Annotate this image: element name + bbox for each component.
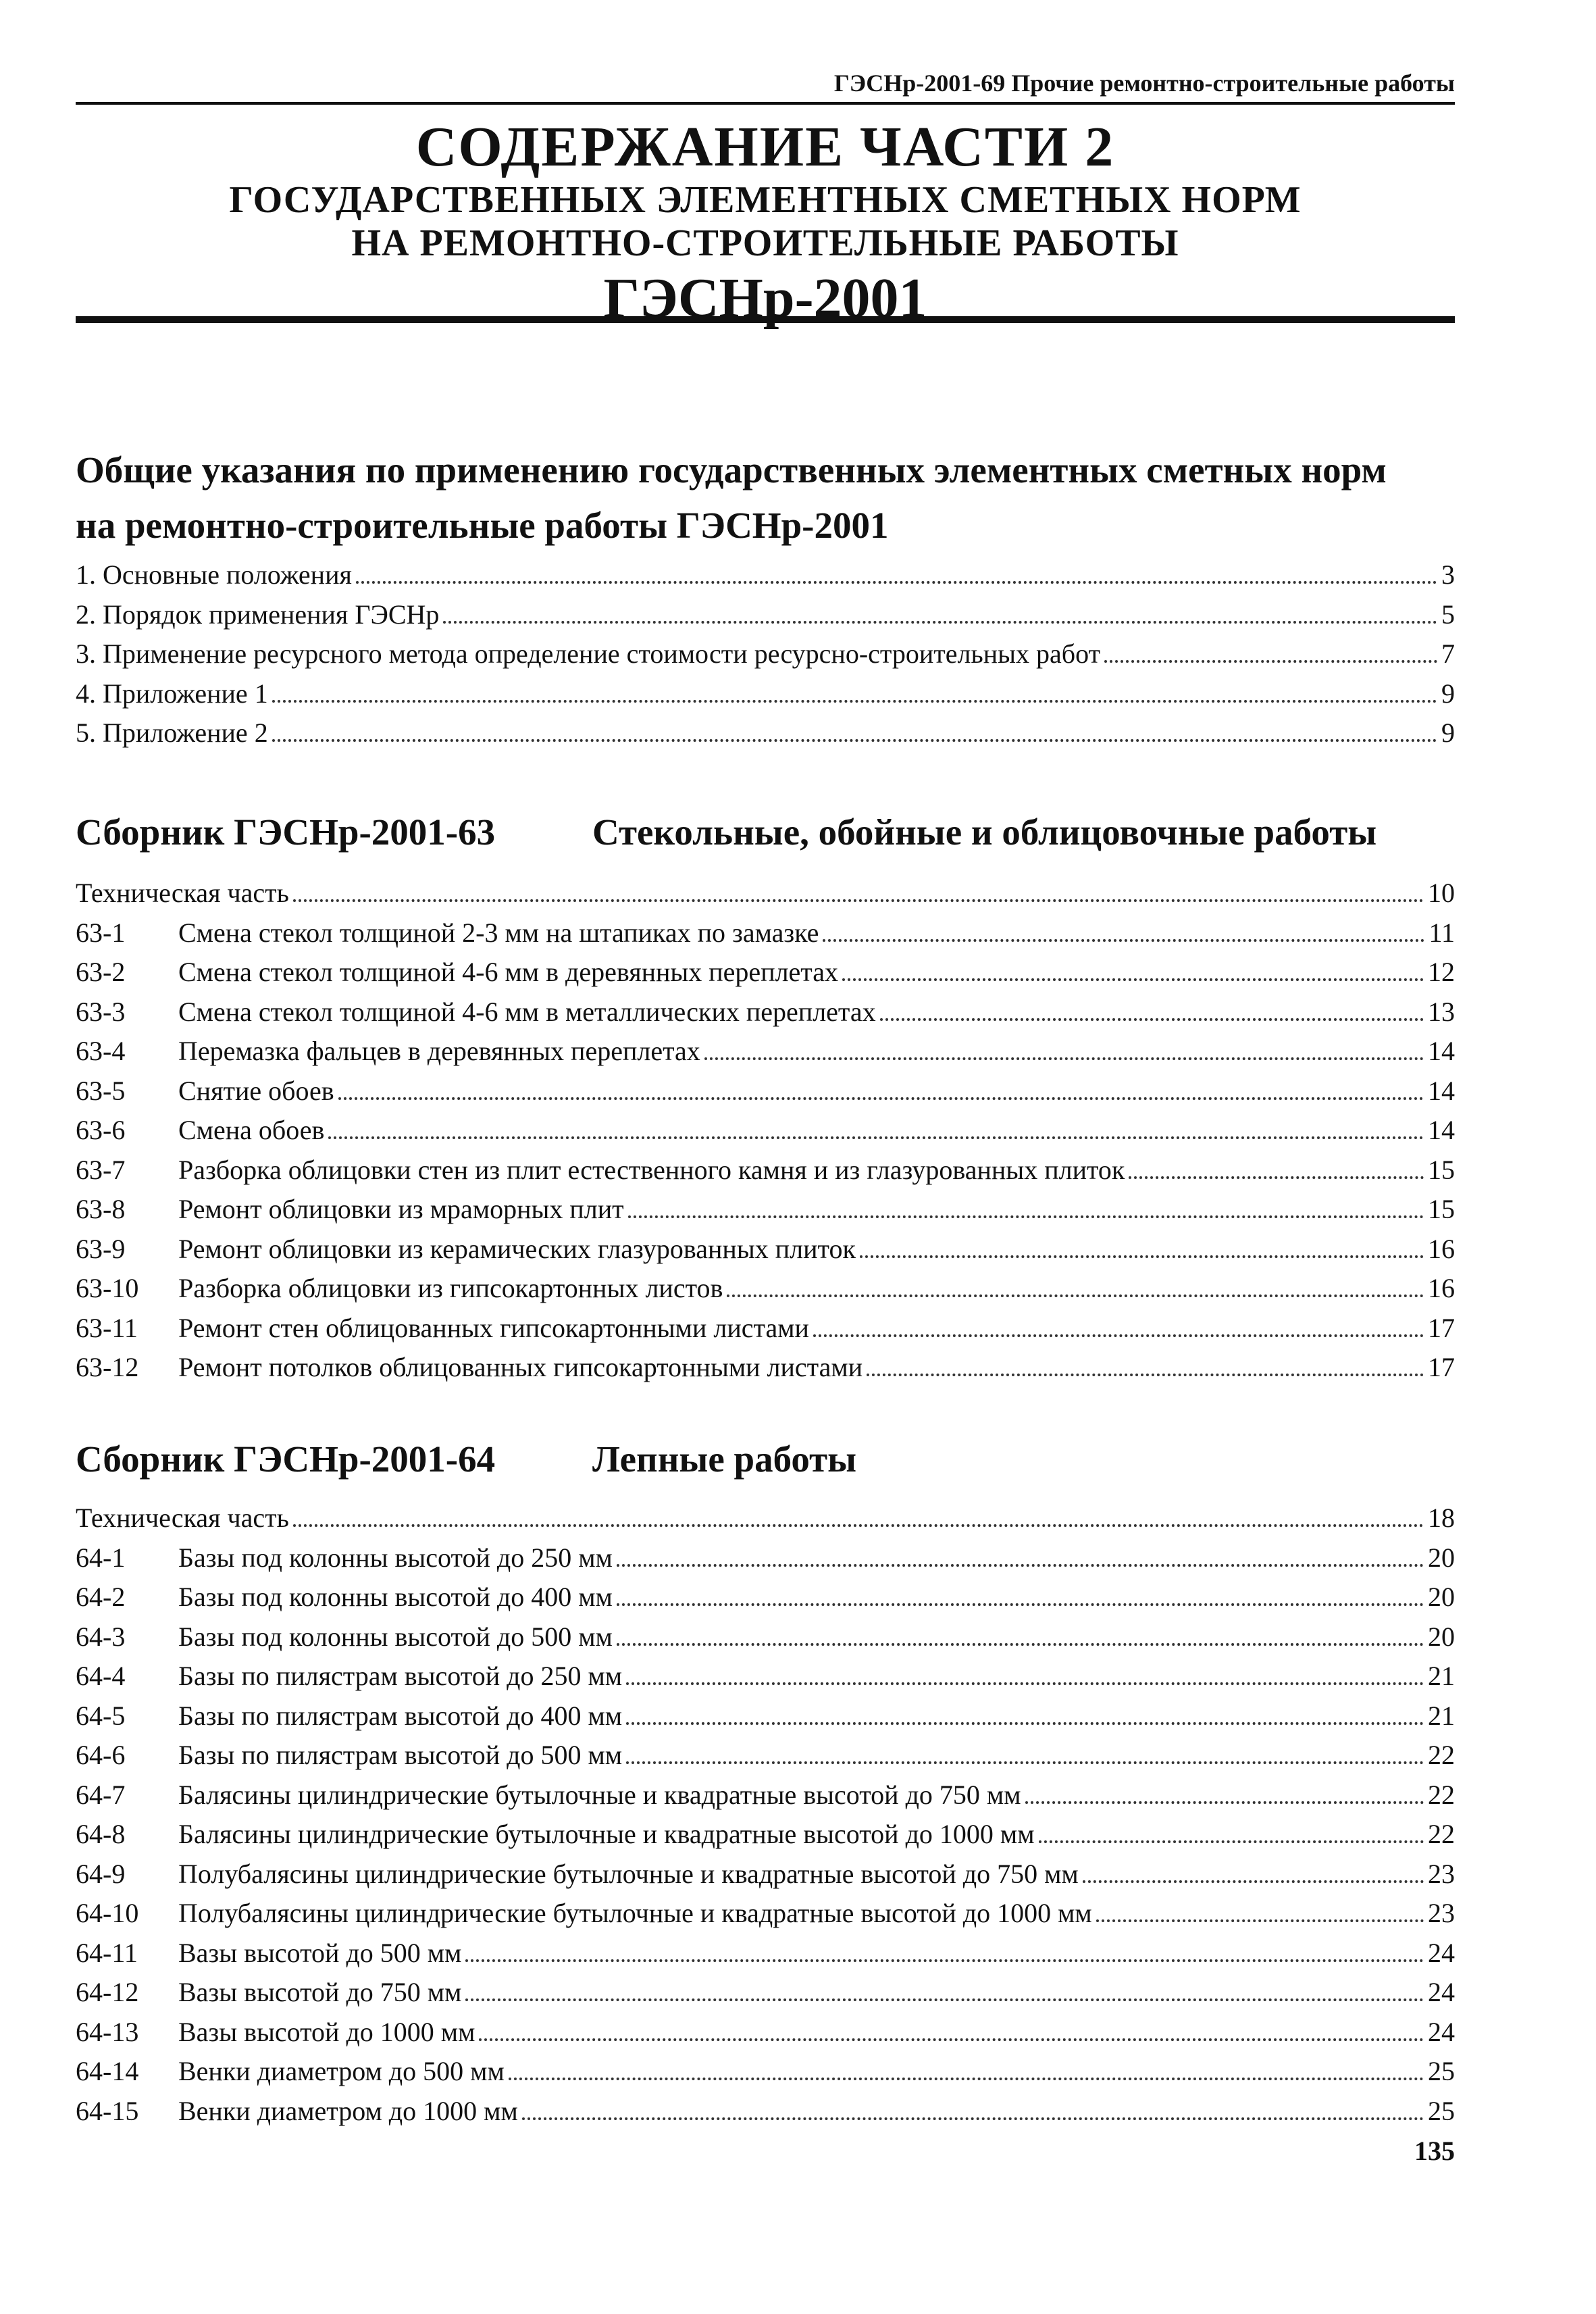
dot-leader	[272, 700, 1437, 703]
toc-entry[interactable]: 64-9 Полубалясины цилиндрические бутылочные и квадратные высотой до 750 мм 23	[76, 1858, 1455, 1889]
dot-leader	[465, 1998, 1424, 2001]
general-heading-line-1: Общие указания по применению государственных элементных сметных норм	[76, 449, 1387, 491]
toc-entry[interactable]: 63-8 Ремонт облицовки из мраморных плит 15	[76, 1194, 1455, 1224]
dot-leader	[823, 939, 1424, 942]
general-list	[76, 559, 1455, 757]
dot-leader	[880, 1018, 1424, 1021]
dot-leader	[628, 1215, 1424, 1218]
toc-entry[interactable]: 63-11 Ремонт стен облицованных гипсокартонными листами 17	[76, 1312, 1455, 1343]
toc-entry[interactable]: 63-12 Ремонт потолков облицованных гипсокартонными листами 17	[76, 1352, 1455, 1382]
dot-leader	[727, 1294, 1424, 1297]
title-line-3: НА РЕМОНТНО-СТРОИТЕЛЬНЫЕ РАБОТЫ	[351, 222, 1179, 264]
dot-leader	[626, 1682, 1424, 1685]
dot-leader	[1025, 1801, 1424, 1804]
dot-leader	[617, 1603, 1424, 1606]
dot-leader	[356, 581, 1437, 584]
title-block	[76, 116, 1455, 330]
toc-entry[interactable]: 64-3 Базы под колонны высотой до 500 мм 20	[76, 1621, 1455, 1652]
collection-64-heading	[76, 1438, 856, 1480]
collection-64-list	[76, 1502, 1455, 2134]
collection-63-heading	[76, 811, 1376, 853]
title-line-4: ГЭСНр-2001	[603, 267, 927, 330]
collection-64-name: Лепные работы	[592, 1438, 857, 1480]
toc-entry[interactable]: 63-5 Снятие обоев 14	[76, 1075, 1455, 1106]
dot-leader	[813, 1334, 1424, 1337]
toc-entry[interactable]: 3. Применение ресурсного метода определение стоимости ресурсно-строительных работ 7	[76, 638, 1455, 669]
page-number: 135	[1414, 2136, 1455, 2166]
collection-63-name: Стекольные, обойные и облицовочные работы	[592, 811, 1377, 853]
dot-leader	[293, 899, 1424, 902]
dot-leader	[522, 2117, 1424, 2120]
dot-leader	[1039, 1840, 1424, 1843]
toc-entry[interactable]: 63-10 Разборка облицовки из гипсокартонных листов 16	[76, 1273, 1455, 1303]
dot-leader	[704, 1057, 1424, 1060]
title-line-2: ГОСУДАРСТВЕННЫХ ЭЛЕМЕНТНЫХ СМЕТНЫХ НОРМ	[229, 179, 1302, 221]
toc-entry[interactable]: 64-14 Венки диаметром до 500 мм 25	[76, 2056, 1455, 2086]
title-rule	[76, 316, 1455, 323]
dot-leader	[860, 1255, 1424, 1258]
toc-entry[interactable]: 64-11 Вазы высотой до 500 мм 24	[76, 1937, 1455, 1968]
toc-entry[interactable]: 64-1 Базы под колонны высотой до 250 мм 20	[76, 1542, 1455, 1573]
toc-entry[interactable]: 64-12 Вазы высотой до 750 мм 24	[76, 1977, 1455, 2007]
title-line-1: СОДЕРЖАНИЕ ЧАСТИ 2	[415, 116, 1115, 178]
toc-entry[interactable]: 63-1 Смена стекол толщиной 2-3 мм на штапиках по замазке 11	[76, 917, 1455, 948]
collection-63-list	[76, 877, 1455, 1391]
general-heading	[76, 443, 1387, 553]
toc-entry[interactable]: 64-6 Базы по пилястрам высотой до 500 мм 22	[76, 1740, 1455, 1770]
toc-entry[interactable]: 64-2 Базы под колонны высотой до 400 мм 20	[76, 1582, 1455, 1612]
dot-leader	[328, 1136, 1424, 1139]
toc-entry[interactable]: 64-7 Балясины цилиндрические бутылочные и квадратные высотой до 750 мм 22	[76, 1779, 1455, 1810]
toc-entry[interactable]: 64-10 Полубалясины цилиндрические бутылочные и квадратные высотой до 1000 мм 23	[76, 1898, 1455, 1928]
dot-leader	[626, 1761, 1424, 1764]
dot-leader	[338, 1097, 1424, 1100]
dot-leader	[509, 2078, 1424, 2080]
toc-entry[interactable]: 63-2 Смена стекол толщиной 4-6 мм в деревянных переплетах 12	[76, 957, 1455, 987]
toc-entry[interactable]: 4. Приложение 1 9	[76, 678, 1455, 709]
dot-leader	[465, 1959, 1424, 1962]
dot-leader	[617, 1643, 1424, 1646]
dot-leader	[293, 1524, 1424, 1527]
toc-entry[interactable]: Техническая часть 10	[76, 878, 1455, 908]
toc-entry[interactable]: 64-4 Базы по пилястрам высотой до 250 мм 21	[76, 1661, 1455, 1691]
toc-entry[interactable]: 63-9 Ремонт облицовки из керамических глазурованных плиток 16	[76, 1233, 1455, 1264]
dot-leader	[443, 621, 1437, 624]
header-rule	[76, 102, 1455, 105]
dot-leader	[842, 978, 1424, 981]
dot-leader	[1104, 660, 1437, 663]
toc-entry[interactable]: 64-13 Вазы высотой до 1000 мм 24	[76, 2016, 1455, 2047]
toc-entry[interactable]: 64-8 Балясины цилиндрические бутылочные и квадратные высотой до 1000 мм 22	[76, 1819, 1455, 1849]
dot-leader	[1096, 1919, 1424, 1922]
toc-entry[interactable]: 1. Основные положения 3	[76, 559, 1455, 590]
dot-leader	[867, 1374, 1424, 1376]
toc-entry[interactable]: 5. Приложение 2 9	[76, 718, 1455, 748]
toc-entry[interactable]: Техническая часть 18	[76, 1503, 1455, 1533]
toc-entry[interactable]: 63-6 Смена обоев 14	[76, 1115, 1455, 1145]
dot-leader	[479, 2038, 1424, 2041]
toc-entry[interactable]: 2. Порядок применения ГЭСНр 5	[76, 599, 1455, 630]
dot-leader	[1129, 1176, 1424, 1179]
toc-entry[interactable]: 64-5 Базы по пилястрам высотой до 400 мм 21	[76, 1700, 1455, 1731]
toc-entry[interactable]: 63-3 Смена стекол толщиной 4-6 мм в металлических переплетах 13	[76, 996, 1455, 1027]
running-header: ГЭСНр-2001-69 Прочие ремонтно-строительные работы	[833, 70, 1455, 97]
dot-leader	[1083, 1880, 1424, 1883]
toc-entry[interactable]: 63-7 Разборка облицовки стен из плит естественного камня и из глазурованных плиток 15	[76, 1154, 1455, 1185]
dot-leader	[626, 1722, 1424, 1725]
dot-leader	[272, 739, 1437, 742]
collection-64-label: Сборник ГЭСНр-2001-64	[76, 1438, 496, 1480]
dot-leader	[617, 1564, 1424, 1567]
toc-entry[interactable]: 63-4 Перемазка фальцев в деревянных переплетах 14	[76, 1036, 1455, 1066]
collection-63-label: Сборник ГЭСНр-2001-63	[76, 811, 496, 853]
general-heading-line-2: на ремонтно-строительные работы ГЭСНр-2001	[76, 505, 889, 546]
toc-entry[interactable]: 64-15 Венки диаметром до 1000 мм 25	[76, 2095, 1455, 2126]
